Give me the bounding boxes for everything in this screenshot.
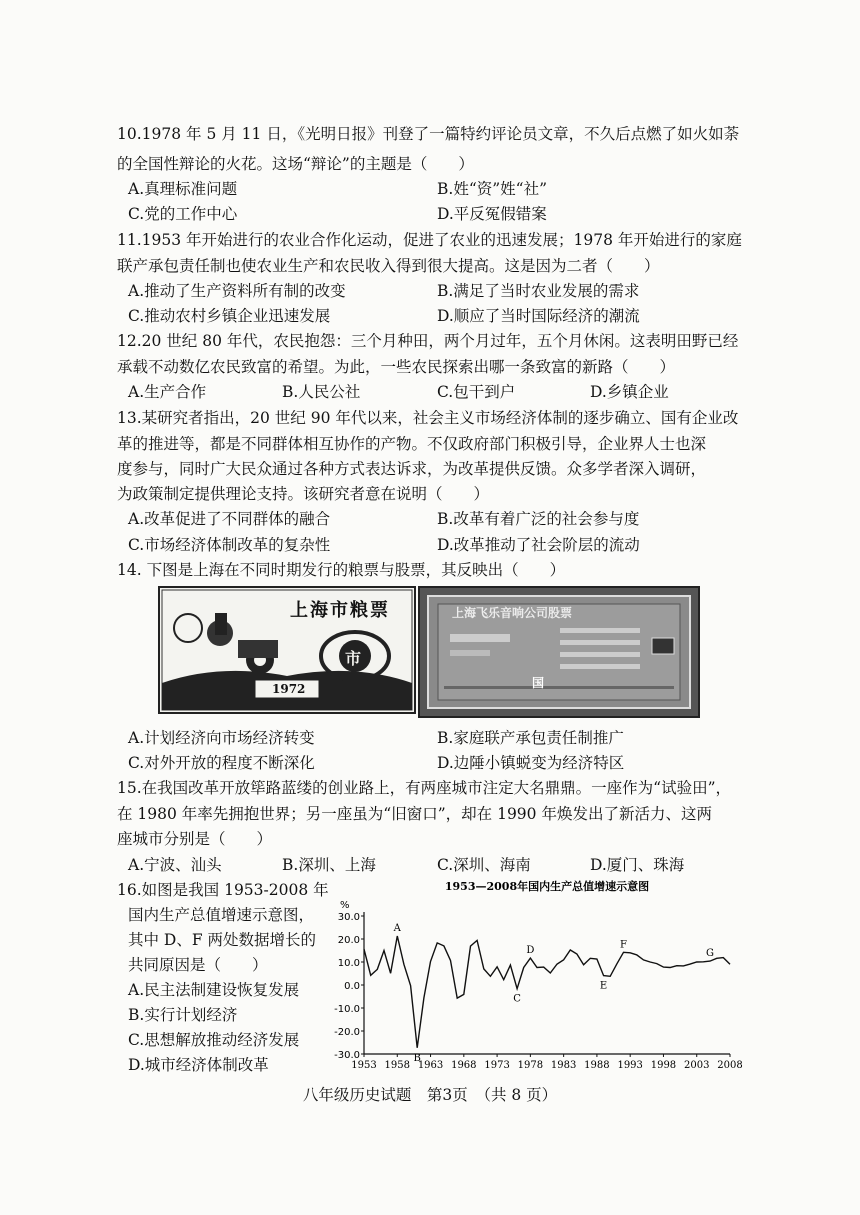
q11-option-c: C.推动农村乡镇企业迅速发展: [128, 307, 331, 325]
page-footer: 八年级历史试题 第3页 （共 8 页）: [302, 1086, 558, 1104]
x-tick-label: 1978: [517, 1060, 544, 1071]
point-label-g: G: [706, 948, 715, 960]
q15-option-d: D.厦门、珠海: [590, 856, 685, 874]
q10-line2: 的全国性辩论的火花。这场“辩论”的主题是（ ）: [117, 155, 474, 173]
y-tick-label: -30.0: [334, 1050, 360, 1061]
x-tick-label: 2008: [717, 1060, 743, 1071]
x-tick-label: 1958: [384, 1060, 410, 1071]
q16-line3: 其中 D、F 两处数据增长的: [128, 931, 317, 949]
x-tick-label: 1988: [584, 1060, 610, 1071]
q15-line3: 座城市分别是（ ）: [117, 830, 273, 848]
y-axis-unit: %: [340, 900, 350, 911]
point-label-f: F: [620, 939, 628, 951]
q12-option-a: A.生产合作: [128, 383, 207, 401]
chart-title: 1953—2008年国内生产总值增速示意图: [444, 880, 650, 893]
q11-option-a: A.推动了生产资料所有制的改变: [128, 282, 346, 300]
q10-option-a: A.真理标准问题: [128, 180, 238, 198]
q13-option-a: A.改革促进了不同群体的融合: [128, 510, 331, 528]
point-label-d: D: [526, 945, 535, 957]
q14-line1: 14. 下图是上海在不同时期发行的粮票与股票，其反映出（ ）: [117, 561, 566, 579]
grain-ticket-seal: 市: [345, 649, 362, 668]
point-label-c: C: [513, 993, 521, 1005]
x-tick-label: 1973: [484, 1060, 510, 1071]
q16-option-b: B.实行计划经济: [128, 1006, 238, 1024]
y-tick-label: 0.0: [344, 981, 360, 992]
q10-option-c: C.党的工作中心: [128, 205, 238, 223]
q15-line1: 15.在我国改革开放筚路蓝缕的创业路上，有两座城市注定大名鼎鼎。一座作为“试验田”，: [117, 779, 732, 797]
q12-option-c: C.包干到户: [437, 383, 516, 401]
y-tick-label: 10.0: [337, 958, 360, 969]
q14-option-d: D.边陲小镇蜕变为经济特区: [437, 754, 625, 772]
x-tick-label: 1998: [650, 1060, 677, 1071]
q15-line2: 在 1980 年率先拥抱世界；另一座虽为“旧窗口”，却在 1990 年焕发出了新活力、这两: [117, 805, 712, 823]
y-tick-label: 30.0: [337, 912, 360, 923]
q14-option-c: C.对外开放的程度不断深化: [128, 754, 315, 772]
x-tick-label: 1983: [550, 1060, 577, 1071]
q11-option-d: D.顺应了当时国际经济的潮流: [437, 307, 640, 325]
q13-option-d: D.改革推动了社会阶层的流动: [437, 536, 640, 554]
q13-line3: 度参与，同时广大民众通过各种方式表达诉求，为改革提供反馈。众多学者深入调研，: [117, 460, 707, 478]
grain-ticket-title: 上海市粮票: [290, 600, 390, 621]
q16-option-a: A.民主法制建设恢复发展: [128, 981, 300, 999]
q16-option-c: C.思想解放推动经济发展: [128, 1031, 300, 1049]
q13-line2: 革的推进等，都是不同群体相互协作的产物。不仅政府部门积极引导，企业界人士也深: [117, 435, 707, 453]
q15-option-b: B.深圳、上海: [282, 856, 376, 874]
q11-line1: 11.1953 年开始进行的农业合作化运动，促进了农业的迅速发展；1978 年开始进行的家庭: [117, 231, 742, 249]
q13-option-c: C.市场经济体制改革的复杂性: [128, 536, 331, 554]
q13-line1: 13.某研究者指出，20 世纪 90 年代以来，社会主义市场经济体制的逐步确立、国有企业改: [117, 409, 739, 427]
q16-line2: 国内生产总值增速示意图，: [128, 906, 315, 924]
q15-option-a: A.宁波、汕头: [128, 856, 222, 874]
q15-option-c: C.深圳、海南: [437, 856, 531, 874]
point-label-e: E: [599, 980, 608, 992]
gdp-series-line: [364, 936, 730, 1048]
q12-line2: 承载不动数亿农民致富的希望。为此，一些农民探索出哪一条致富的新路（ ）: [117, 358, 676, 376]
q12-option-b: B.人民公社: [282, 383, 361, 401]
y-tick-label: -20.0: [334, 1027, 360, 1038]
grain-ticket-image: [158, 586, 416, 714]
q10-option-d: D.平反冤假错案: [437, 205, 547, 223]
stock-certificate-seal: 国: [532, 676, 545, 690]
x-tick-label: 1963: [417, 1060, 444, 1071]
stock-certificate-title: 上海飞乐音响公司股票: [452, 606, 573, 620]
q11-line2: 联产承包责任制也使农业生产和农民收入得到很大提高。这是因为二者（ ）: [117, 257, 660, 275]
q14-option-b: B.家庭联产承包责任制推广: [437, 729, 624, 747]
gdp-growth-chart: [330, 878, 750, 1076]
point-label-a: A: [393, 923, 401, 935]
q16-line1: 16.如图是我国 1953-2008 年: [117, 881, 329, 899]
x-tick-label: 1993: [617, 1060, 643, 1071]
q10-option-b: B.姓“资”姓“社”: [437, 180, 548, 198]
x-tick-label: 1968: [451, 1060, 477, 1071]
q13-option-b: B.改革有着广泛的社会参与度: [437, 510, 640, 528]
q13-line4: 为政策制定提供理论支持。该研究者意在说明（ ）: [117, 485, 490, 503]
x-tick-label: 2003: [684, 1060, 710, 1071]
point-label-b: B: [413, 1052, 421, 1064]
y-tick-label: 20.0: [337, 935, 360, 946]
y-tick-label: -10.0: [334, 1004, 360, 1015]
q16-option-d: D.城市经济体制改革: [128, 1056, 269, 1074]
q12-option-d: D.乡镇企业: [590, 383, 669, 401]
q14-option-a: A.计划经济向市场经济转变: [128, 729, 315, 747]
x-tick-label: 1953: [351, 1060, 377, 1071]
q16-line4: 共同原因是（ ）: [128, 956, 268, 974]
stock-certificate-image: [418, 586, 700, 718]
grain-ticket-year: 1972: [272, 682, 306, 696]
q10-line1: 10.1978 年 5 月 11 日，《光明日报》刊登了一篇特约评论员文章，不久后点燃了如火如荼: [117, 125, 740, 143]
q11-option-b: B.满足了当时农业发展的需求: [437, 282, 640, 300]
q12-line1: 12.20 世纪 80 年代，农民抱怨：三个月种田，两个月过年，五个月休闲。这表明田野已经: [117, 332, 739, 350]
